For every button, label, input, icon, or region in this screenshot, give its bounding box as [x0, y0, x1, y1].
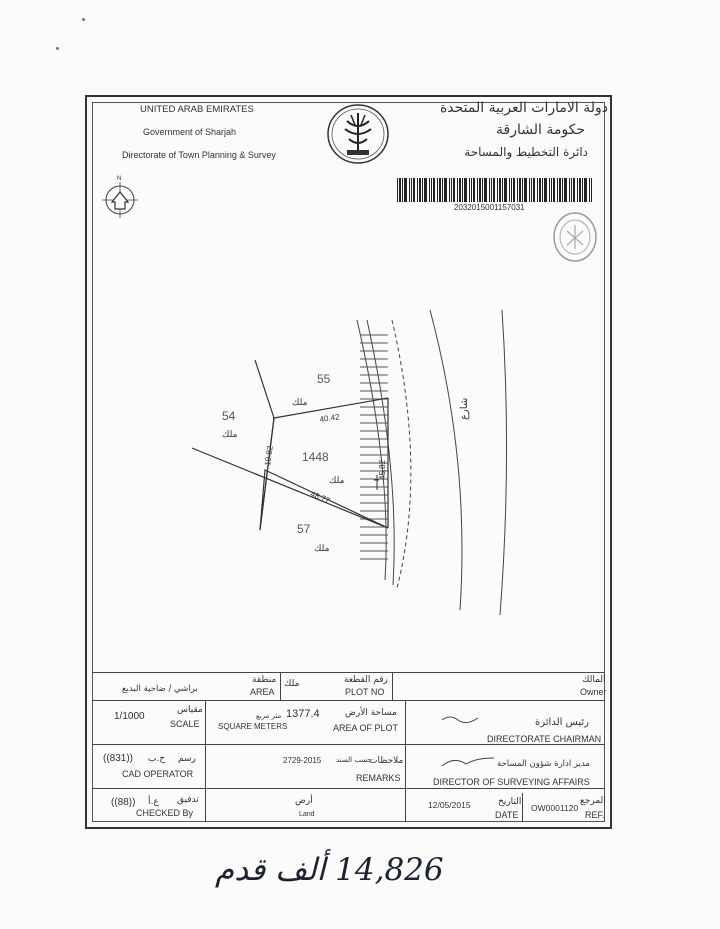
area-label-ar: منطقة: [252, 675, 277, 685]
scan-speck: [56, 47, 59, 50]
date-value: 12/05/2015: [428, 800, 471, 810]
barcode-bar: [533, 178, 535, 202]
unit-label-en: SQUARE METERS: [218, 722, 288, 731]
dimension-19-82: 19.82: [263, 445, 275, 467]
checked-label-ar: تدقيق: [177, 795, 199, 805]
official-seal-stamp: [552, 211, 598, 263]
plot-owner-54: ملك: [222, 429, 238, 439]
barcode-bar: [529, 178, 530, 202]
barcode-bar: [453, 178, 455, 202]
plot-owner-57: ملك: [314, 543, 330, 553]
table-vertical-divider: [205, 700, 206, 822]
site-plan-drawing: [92, 280, 605, 620]
table-divider: [92, 700, 605, 701]
barcode-bar: [397, 178, 398, 202]
ref-value: OW0001120: [531, 803, 579, 813]
barcode-bar: [464, 178, 467, 202]
barcode-bar: [479, 178, 481, 202]
barcode-bar: [422, 178, 423, 202]
plot-number-54: 54: [222, 409, 236, 423]
table-border-top: [92, 672, 605, 673]
plot-number-55: 55: [317, 372, 331, 386]
dimension-48-77: 48.77: [309, 489, 332, 506]
chairman-label-ar: رئيس الدائرة: [535, 717, 589, 728]
table-divider: [92, 788, 605, 789]
barcode-bar: [457, 178, 458, 202]
land-label-en: Land: [299, 811, 315, 818]
barcode-bar: [569, 178, 570, 202]
remarks-label-ar: ملاحظات: [369, 756, 404, 766]
barcode-bar: [537, 178, 538, 202]
barcode-bar: [399, 178, 401, 202]
area-label-en: AREA: [250, 687, 275, 697]
barcode-bar: [591, 178, 592, 202]
barcode-bar: [477, 178, 478, 202]
barcode-bar: [459, 178, 461, 202]
table-divider: [92, 744, 605, 745]
barcode-bar: [573, 178, 575, 202]
barcode-bar: [524, 178, 527, 202]
ref-label-en: REF.: [585, 810, 605, 820]
barcode-bar: [549, 178, 550, 202]
owner-label-ar: المالك: [582, 675, 606, 685]
remarks-value-ar: حسب السند: [336, 756, 372, 764]
barcode-bar: [491, 178, 492, 202]
remarks-value: 2729-2015: [283, 756, 322, 765]
barcode-bar: [584, 178, 587, 202]
barcode-bar: [413, 178, 415, 202]
barcode-bar: [469, 178, 470, 202]
barcode-bar: [404, 178, 407, 202]
road-label: شارع: [459, 397, 470, 420]
country-ar: دولة الامارات العربية المتحدة: [439, 100, 608, 116]
cad-code: ((831)): [103, 753, 134, 764]
barcode-bar: [577, 178, 578, 202]
barcode-bar: [482, 178, 483, 202]
barcode-bar: [553, 178, 555, 202]
barcode-bar: [544, 178, 547, 202]
surveying-signature: [440, 754, 496, 770]
barcode-bar: [429, 178, 430, 202]
checked-name-ar: ع.أ: [148, 797, 159, 807]
barcode-bar: [559, 178, 561, 202]
country-en: UNITED ARAB EMIRATES: [140, 104, 254, 115]
scale-label-en: SCALE: [170, 719, 200, 729]
checked-code: ((88)): [111, 797, 136, 808]
chairman-label-en: DIRECTORATE CHAIRMAN: [487, 734, 602, 744]
barcode-bar: [444, 178, 447, 202]
government-en: Government of Sharjah: [143, 127, 237, 137]
barcode-bar: [519, 178, 521, 202]
handwritten-note: 14,826 ألف قدم: [215, 852, 444, 888]
owner-label-en: Owner: [580, 687, 607, 697]
date-label-en: DATE: [495, 810, 519, 820]
area-type: ملك: [284, 679, 300, 689]
dimension-45-82: 45.82: [378, 459, 387, 480]
barcode-bar: [504, 178, 507, 202]
barcode-bar: [449, 178, 450, 202]
barcode-bar: [493, 178, 495, 202]
barcode-bar: [582, 178, 583, 202]
barcode-bar: [437, 178, 438, 202]
cad-name-ar: ح.ب: [148, 754, 166, 764]
barcode-bar: [502, 178, 503, 202]
barcode-bar: [579, 178, 581, 202]
north-label: N: [117, 176, 122, 182]
barcode-number: 2032015001157031: [454, 203, 525, 212]
barcode-bar: [517, 178, 518, 202]
scale-label-ar: مقياس: [177, 705, 203, 715]
barcode-bar: [564, 178, 567, 202]
plot-owner-55: ملك: [292, 397, 308, 407]
plot-owner-1448: ملك: [329, 475, 345, 485]
barcode-bar: [402, 178, 403, 202]
area-value: براشي / ضاحية البديع: [122, 684, 198, 694]
plot-number-1448: 1448: [302, 450, 329, 464]
table-vertical-divider: [280, 672, 281, 700]
barcode-bar: [539, 178, 541, 202]
sharjah-emblem-icon: [325, 103, 391, 165]
barcode-bar: [489, 178, 490, 202]
barcode-bar: [513, 178, 515, 202]
remarks-label-en: REMARKS: [356, 773, 401, 783]
barcode-bar: [562, 178, 563, 202]
barcode-bar: [497, 178, 498, 202]
land-label-ar: أرض: [295, 796, 313, 806]
plot-number-57: 57: [297, 522, 311, 536]
cad-label-en: CAD OPERATOR: [122, 769, 194, 779]
area-of-plot-label-ar: مساحة الأرض: [345, 708, 397, 718]
surveying-label-ar: مدير ادارة شؤون المساحة: [497, 759, 590, 769]
dimension-40-42: 40.42: [319, 412, 341, 424]
barcode-bar: [411, 178, 412, 202]
table-vertical-divider: [392, 672, 393, 700]
barcode-bar: [431, 178, 432, 202]
directorate-ar: دائرة التخطيط والمساحة: [464, 145, 588, 159]
barcode-bar: [551, 178, 552, 202]
area-of-plot-label-en: AREA OF PLOT: [333, 723, 399, 733]
table-vertical-divider: [522, 793, 523, 822]
barcode-bar: [511, 178, 512, 202]
barcode-bar: [589, 178, 590, 202]
barcode-bar: [442, 178, 443, 202]
barcode-bar: [542, 178, 543, 202]
chairman-signature: [440, 712, 480, 726]
scan-speck: [82, 18, 85, 21]
plot-no-label-ar: رقم القطعة: [344, 675, 388, 685]
barcode-bar: [433, 178, 435, 202]
barcode-bar: [531, 178, 532, 202]
area-of-plot-value: 1377.4: [286, 708, 320, 720]
barcode-bar: [499, 178, 501, 202]
barcode-bar: [424, 178, 427, 202]
checked-label-en: CHECKED By: [136, 808, 194, 818]
date-label-ar: التاريخ: [498, 797, 522, 807]
barcode-bar: [509, 178, 510, 202]
barcode-bar: [557, 178, 558, 202]
barcode-bar: [522, 178, 523, 202]
table-vertical-divider: [405, 700, 406, 822]
barcode-bar: [409, 178, 410, 202]
directorate-en: Directorate of Town Planning & Survey: [122, 150, 276, 160]
plot-no-label-en: PLOT NO: [345, 687, 385, 697]
barcode-bar: [439, 178, 441, 202]
ref-label-ar: المرجع: [580, 796, 606, 806]
barcode-bar: [419, 178, 421, 202]
north-arrow-icon: [98, 172, 142, 220]
cad-label-ar: رسم: [178, 754, 196, 764]
barcode-bar: [471, 178, 472, 202]
barcode-bar: [417, 178, 418, 202]
barcode-bar: [462, 178, 463, 202]
unit-label-ar: متر مربع: [256, 712, 282, 720]
barcode: [397, 178, 594, 204]
surveying-label-en: DIRECTOR OF SURVEYING AFFAIRS: [433, 777, 590, 787]
barcode-bar: [571, 178, 572, 202]
barcode-bar: [473, 178, 475, 202]
barcode-bar: [484, 178, 487, 202]
barcode-bar: [451, 178, 452, 202]
government-ar: حكومة الشارقة: [496, 122, 585, 138]
scale-value: 1/1000: [114, 711, 145, 722]
